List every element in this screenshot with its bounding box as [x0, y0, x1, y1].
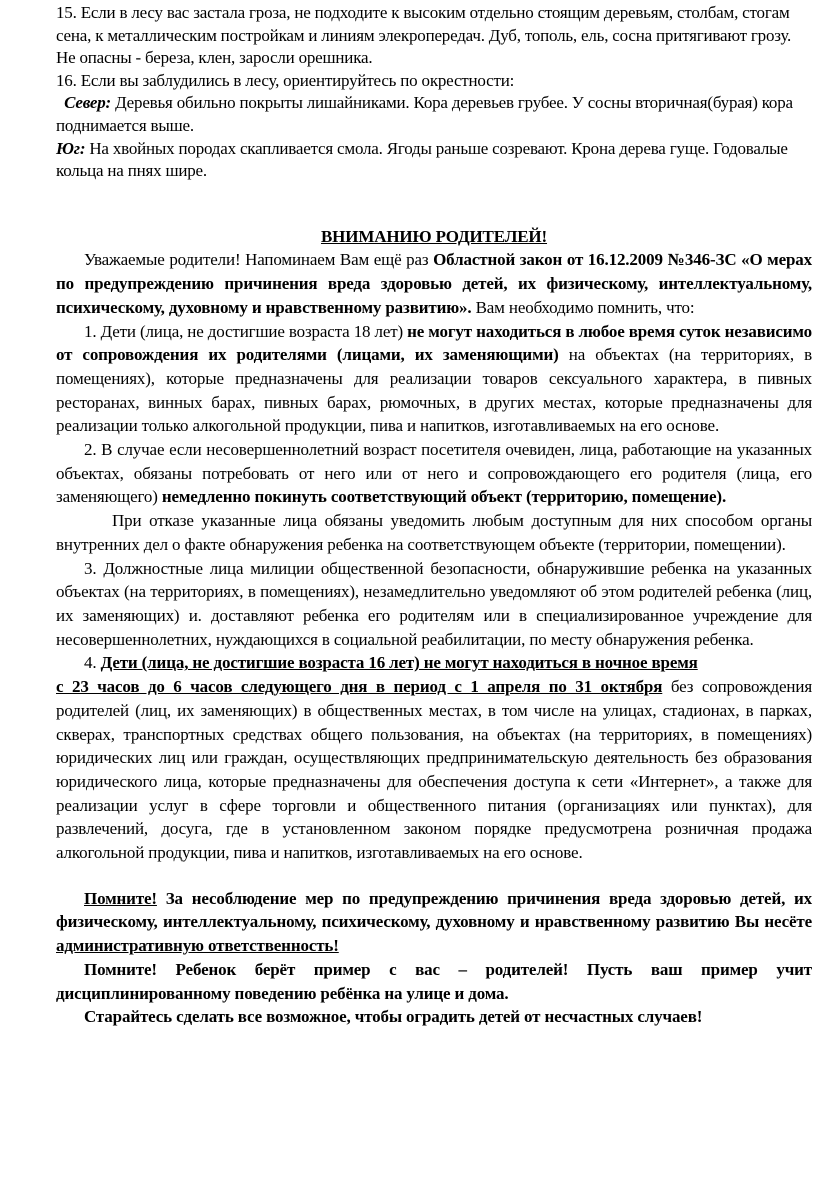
south-signs	[56, 138, 812, 183]
item-3: 3. Должностные лица милиции общественной безопасности, обнаружившие ребенка на указанных объектах (на территориях, в помещениях), незамедлительно уведомляют об этом родителей ребенка (лиц, их заменяющих) и. доставляют ребенка его родителям или в специализированное учреждение для несовершеннолетних, нуждающихся в социальной реабилитации, по месту обнаружения ребенка.	[56, 558, 812, 649]
parents-notice-section	[56, 225, 812, 1029]
intro-paragraph	[56, 248, 812, 319]
item-1-bold: не могут находиться в любое время суток независимо от сопровождения их родителями (лицами, их заменяющими)	[56, 321, 812, 365]
north-text: Деревья обильно покрыты лишайниками. Кора деревьев грубее. У сосны вторичная(бурая) кора поднимается выше.	[56, 93, 793, 135]
south-text: На хвойных породах скапливается смола. Ягоды раньше созревают. Крона дерева гуще. Годовалые кольца на пнях шире.	[56, 138, 788, 181]
item-4-number: 4.	[84, 653, 101, 673]
paragraph-15: 15. Если в лесу вас застала гроза, не подходите к высоким отдельно стоящим деревьям, столбам, стогам сена, к металлическим постройкам и линиям элекропередач. Дуб, тополь, ель, сосна притягивают грозу. Не опасны - береза, клен, заросли орешника.	[56, 3, 792, 68]
remember-2: Помните! Ребенок берёт пример с вас – родителей! Пусть ваш пример учит дисциплинированному поведению ребёнка на улице и дома.	[56, 959, 812, 1003]
item-4-end: без сопровождения родителей (лиц, их заменяющих) в общественных местах, в том числе на улицах, стадионах, в парках, скверах, транспортных средствах общего пользования, на объектах (на территориях, в помещениях) юридических лиц или граждан, осуществляющих предпринимательскую деятельность без образования юридического лица, которые предназначены для обеспечения доступа к сети «Интернет», а также для реализации услуг в сфере торговли и общественного питания (организациях или пунктах), для развлечений, досуга, где в установленном законом порядке предусмотрена розничная продажа алкогольной продукции, пива и напитков, изготавливаемых на его основе.	[56, 677, 812, 863]
north-signs	[56, 92, 812, 137]
intro-text: Уважаемые родители! Напоминаем Вам ещё раз	[84, 250, 434, 270]
item-2-text: 2. В случае если несовершеннолетний возраст посетителя очевиден, лица, работающие на указанных объектах, обязаны потребовать от него или от него и сопровождающего его родителя (лица, его заменяющего)	[56, 440, 812, 507]
north-label: Север:	[64, 93, 112, 113]
item-2	[56, 438, 812, 509]
remember-1	[56, 887, 812, 958]
responsibility-text: административную ответственность!	[56, 936, 339, 956]
south-label: Юг:	[56, 138, 86, 158]
notice-title: ВНИМАНИЮ РОДИТЕЛЕЙ!	[320, 226, 548, 246]
remember-label: Помните!	[84, 888, 157, 908]
law-title: Областной закон от 16.12.2009 №346-ЗС «О мерах по предупреждению причинения вреда здоровью детей, их физическому, интеллектуальному, психическому, духовному и нравственному развитию».	[56, 250, 812, 317]
closing-line: Старайтесь сделать все возможное, чтобы оградить детей от несчастных случаев!	[84, 1007, 703, 1027]
intro-end: Вам необходимо помнить, что:	[471, 297, 695, 317]
item-1-end: на объектах (на территориях, в помещениях), которые предназначены для реализации товаров сексуального характера, в пивных ресторанах, винных барах, пивных барах, рюмочных, в других местах, которые предназначены для реализации только алкогольной продукции, пива и напитков, изготавливаемых на его основе.	[56, 345, 812, 436]
document-page	[56, 2, 812, 1029]
item-2-bold: немедленно покинуть соответствующий объект (территорию, помещение).	[161, 487, 727, 507]
item-1	[56, 320, 812, 439]
item-2-continued: При отказе указанные лица обязаны уведомить любым доступным для них способом органы внутренних дел о факте обнаружения ребенка на соответствующем объекте (территории, помещении).	[56, 511, 812, 554]
remember-1-text: За несоблюдение мер по предупреждению причинения вреда здоровью детей, их физическому, интеллектуальному, психическому, духовному и нравственному развитию Вы несёте	[56, 888, 812, 932]
item-4-bold-b: с 23 часов до 6 часов следующего дня в период с 1 апреля по 31 октября	[56, 677, 663, 697]
item-4	[56, 651, 812, 864]
item-4-bold-a: Дети (лица, не достигшие возраста 16 лет) не могут находиться в ночное время	[100, 653, 698, 673]
item-1-text: 1. Дети (лица, не достигшие возраста 18 лет)	[84, 321, 408, 341]
paragraph-16: 16. Если вы заблудились в лесу, ориентируйтесь по окрестности:	[56, 70, 515, 90]
forest-safety-section	[56, 2, 812, 183]
